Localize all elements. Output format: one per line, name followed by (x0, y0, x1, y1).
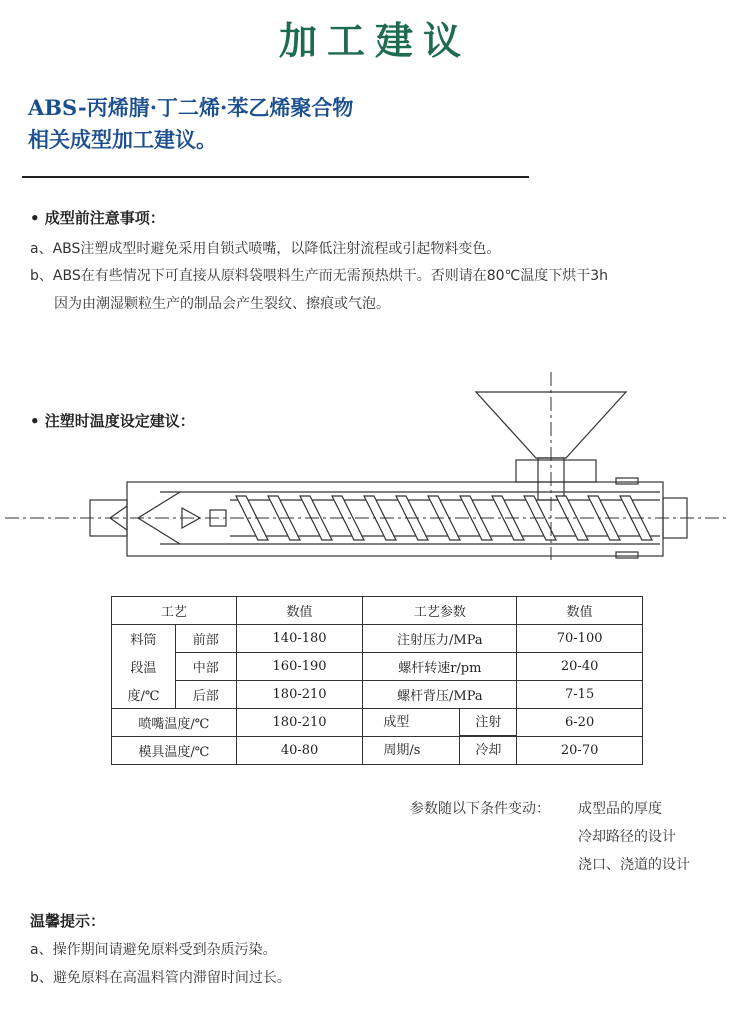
cycle-cooling-value: 20-70 (517, 737, 643, 765)
param-screw-speed-value: 20-40 (517, 653, 643, 681)
zone-middle: 中部 (175, 653, 236, 681)
cycle-label-2: 周期/s (383, 743, 421, 758)
subtitle-line-2: 相关成型加工建议。 (28, 127, 217, 152)
header-parameter: 工艺参数 (363, 597, 517, 625)
param-screw-speed: 螺杆转速r/pm (363, 653, 517, 681)
process-parameters-table (111, 596, 643, 765)
condition-thickness: 成型品的厚度 (578, 801, 662, 817)
tip-item-b: b、避免原料在高温料管内滞留时间过长。 (30, 970, 291, 986)
table-row (112, 709, 643, 737)
table-header-row (112, 597, 643, 625)
zone-front: 前部 (175, 625, 236, 653)
header-process: 工艺 (112, 597, 237, 625)
zone-rear: 后部 (175, 681, 236, 709)
nozzle-temp-value: 180-210 (236, 709, 363, 737)
cycle-injection: 注射 (459, 709, 516, 736)
pre-molding-heading: • 成型前注意事项： (30, 209, 165, 227)
header-value: 数值 (236, 597, 363, 625)
mold-temp-label: 模具温度/℃ (112, 737, 237, 765)
cycle-injection-value: 6-20 (517, 709, 643, 737)
barrel-label-1: 料筒 (112, 625, 176, 653)
conditions-label: 参数随以下条件变动： (410, 801, 550, 817)
injection-machine-diagram (0, 360, 750, 575)
nozzle-temp-label: 喷嘴温度/℃ (112, 709, 237, 737)
param-back-pressure-value: 7-15 (517, 681, 643, 709)
divider (22, 176, 529, 178)
zone-front-value: 140-180 (236, 625, 363, 653)
cycle-label-1: 成型 (383, 715, 410, 730)
subtitle-line-1: ABS-丙烯腈·丁二烯·苯乙烯聚合物 (28, 95, 354, 120)
header-param-value: 数值 (517, 597, 643, 625)
zone-rear-value: 180-210 (236, 681, 363, 709)
barrel-label-2: 段温 (112, 653, 176, 681)
pre-molding-item-b-cont: 因为由潮湿颗粒生产的制品会产生裂纹、擦痕或气泡。 (54, 296, 390, 312)
barrel-outer (127, 482, 663, 556)
pre-molding-item-a: a、ABS注塑成型时避免采用自锁式喷嘴，以降低注射流程或引起物料变色。 (30, 241, 501, 257)
param-injection-pressure: 注射压力/MPa (363, 625, 517, 653)
zone-middle-value: 160-190 (236, 653, 363, 681)
tip-item-a: a、操作期间请避免原料受到杂质污染。 (30, 942, 277, 958)
condition-gate-runner: 浇口、浇道的设计 (578, 857, 690, 873)
mold-temp-value: 40-80 (236, 737, 363, 765)
barrel-label-3: 度/℃ (112, 681, 176, 709)
feed-block (516, 460, 596, 482)
pre-molding-item-b: b、ABS在有些情况下可直接从原料袋喂料生产而无需预热烘干。否则请在80℃温度下烘干3h (30, 268, 609, 284)
tips-heading: 温馨提示： (30, 912, 106, 930)
table-row (112, 681, 643, 709)
table-row (112, 653, 643, 681)
param-back-pressure: 螺杆背压/MPa (363, 681, 517, 709)
temperature-heading: • 注塑时温度设定建议： (30, 412, 195, 430)
table-row (112, 737, 643, 765)
table-row (112, 625, 643, 653)
page-title: 加工建议 (278, 18, 471, 63)
condition-cooling-path: 冷却路径的设计 (578, 829, 676, 845)
param-injection-pressure-value: 70-100 (517, 625, 643, 653)
cycle-cooling: 冷却 (459, 737, 516, 764)
